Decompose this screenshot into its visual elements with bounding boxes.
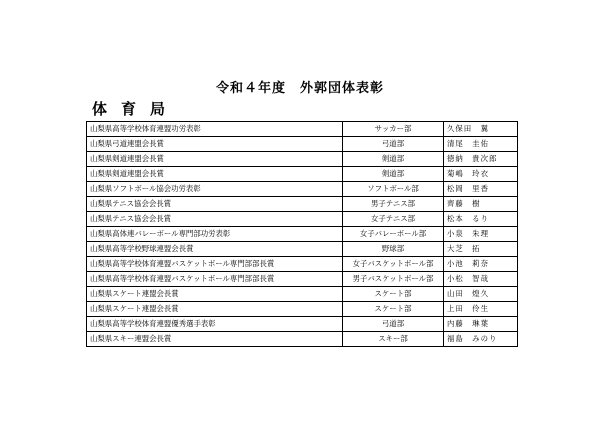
award-cell: 山梨県高等学校野球連盟会長賞 bbox=[87, 242, 343, 257]
name-cell: 清尾 圭佑 bbox=[444, 137, 518, 152]
table-row bbox=[87, 332, 518, 347]
club-cell: スケート部 bbox=[343, 302, 444, 317]
name-cell: 菊嶋 玲衣 bbox=[444, 167, 518, 182]
name-cell: 松岡 里香 bbox=[444, 182, 518, 197]
award-cell: 山梨県スケート連盟会長賞 bbox=[87, 302, 343, 317]
award-cell: 山梨県スケート連盟会長賞 bbox=[87, 287, 343, 302]
club-cell: スケート部 bbox=[343, 287, 444, 302]
table-row bbox=[87, 272, 518, 287]
club-cell: スキー部 bbox=[343, 332, 444, 347]
club-cell: 男子テニス部 bbox=[343, 197, 444, 212]
table-row bbox=[87, 302, 518, 317]
name-cell: 山田 煌久 bbox=[444, 287, 518, 302]
name-cell: 内藤 琳葉 bbox=[444, 317, 518, 332]
club-cell: 剣道部 bbox=[343, 152, 444, 167]
table-row bbox=[87, 242, 518, 257]
name-cell: 久保田 翼 bbox=[444, 122, 518, 137]
name-cell: 齊藤 樹 bbox=[444, 197, 518, 212]
table-row bbox=[87, 317, 518, 332]
club-cell: 女子バレーボール部 bbox=[343, 227, 444, 242]
award-cell: 山梨県高体連バレーボール専門部功労表彰 bbox=[87, 227, 343, 242]
name-cell: 大芝 拓 bbox=[444, 242, 518, 257]
table-row bbox=[87, 167, 518, 182]
name-cell: 徳納 貴次郎 bbox=[444, 152, 518, 167]
award-cell: 山梨県ソフトボール協会功労表彰 bbox=[87, 182, 343, 197]
awards-table-body bbox=[87, 122, 518, 347]
table-row bbox=[87, 212, 518, 227]
award-cell: 山梨県剣道連盟会長賞 bbox=[87, 152, 343, 167]
award-cell: 山梨県テニス協会会長賞 bbox=[87, 212, 343, 227]
award-cell: 山梨県高等学校体育連盟バスケットボール専門部部長賞 bbox=[87, 272, 343, 287]
club-cell: 女子バスケットボール部 bbox=[343, 257, 444, 272]
award-cell: 山梨県剣道連盟会長賞 bbox=[87, 167, 343, 182]
table-row bbox=[87, 287, 518, 302]
table-row bbox=[87, 182, 518, 197]
table-row bbox=[87, 197, 518, 212]
club-cell: 女子テニス部 bbox=[343, 212, 444, 227]
awards-table bbox=[86, 121, 518, 347]
table-row bbox=[87, 122, 518, 137]
club-cell: 剣道部 bbox=[343, 167, 444, 182]
club-cell: 男子バスケットボール部 bbox=[343, 272, 444, 287]
table-row bbox=[87, 227, 518, 242]
table-row bbox=[87, 137, 518, 152]
name-cell: 小池 莉奈 bbox=[444, 257, 518, 272]
club-cell: 弓道部 bbox=[343, 137, 444, 152]
name-cell: 松本 るり bbox=[444, 212, 518, 227]
name-cell: 福島 みのり bbox=[444, 332, 518, 347]
name-cell: 小泉 朱理 bbox=[444, 227, 518, 242]
table-row bbox=[87, 257, 518, 272]
award-cell: 山梨県高等学校体育連盟バスケットボール専門部部長賞 bbox=[87, 257, 343, 272]
award-cell: 山梨県高等学校体育連盟功労表彰 bbox=[87, 122, 343, 137]
name-cell: 小松 智哉 bbox=[444, 272, 518, 287]
name-cell: 上田 伶生 bbox=[444, 302, 518, 317]
club-cell: ソフトボール部 bbox=[343, 182, 444, 197]
award-cell: 山梨県弓道連盟会長賞 bbox=[87, 137, 343, 152]
award-cell: 山梨県高等学校体育連盟優秀選手表彰 bbox=[87, 317, 343, 332]
table-row bbox=[87, 152, 518, 167]
club-cell: 弓道部 bbox=[343, 317, 444, 332]
club-cell: サッカー部 bbox=[343, 122, 444, 137]
award-cell: 山梨県テニス協会会長賞 bbox=[87, 197, 343, 212]
section-heading: 体育局 bbox=[92, 100, 180, 118]
club-cell: 野球部 bbox=[343, 242, 444, 257]
award-cell: 山梨県スキー連盟会長賞 bbox=[87, 332, 343, 347]
document-title: 令和４年度 外郭団体表彰 bbox=[215, 81, 384, 96]
